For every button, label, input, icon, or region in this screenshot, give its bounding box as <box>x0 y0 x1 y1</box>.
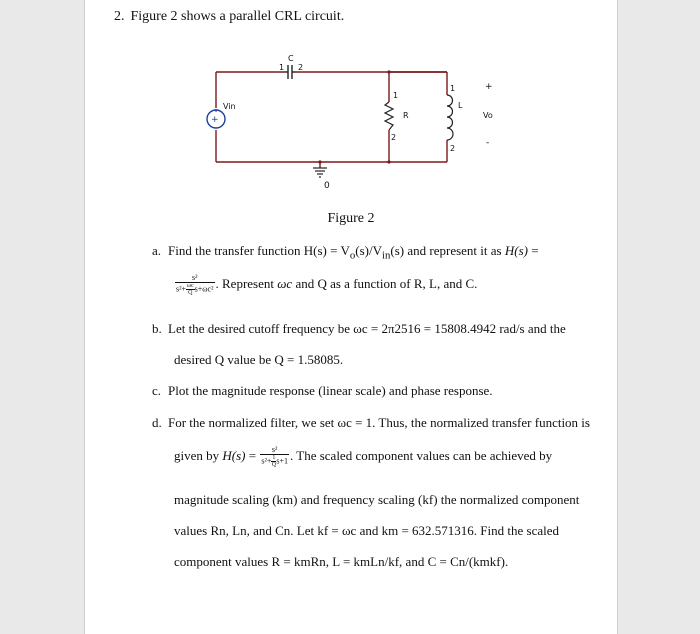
question-header <box>114 9 344 25</box>
label-c-pin2: 2 <box>298 63 304 72</box>
item-d-line5: component values R = kmRn, L = kmLn/kf, and C = Cn/(kmkf). <box>174 554 509 569</box>
voltage-source-symbol <box>207 109 225 128</box>
resistor-symbol <box>385 102 393 130</box>
label-vin: Vin <box>223 102 236 111</box>
label-r-pin1: 1 <box>393 91 399 100</box>
item-b-line2: desired Q value be Q = 1.58085. <box>174 352 344 367</box>
capacitor-symbol <box>283 65 296 79</box>
label-r-pin2: 2 <box>391 133 397 142</box>
circuit-diagram <box>85 40 617 200</box>
item-d-line2: given by H(s) = s² s²+ $\frac{1}{Q}s+1$ . The scaled component values can be achieved by <box>174 445 553 468</box>
inductor-symbol <box>447 95 453 140</box>
ground-symbol <box>313 168 327 177</box>
item-d: d. For the normalized filter, we set ωc = 1. Thus, the normalized transfer function is <box>152 415 590 430</box>
label-plus: + <box>485 82 493 92</box>
label-c-pin1: 1 <box>279 63 285 72</box>
label-minus: - <box>486 138 490 148</box>
item-a-line2: s² s²+ $\frac{\omega c}{Q}s+\omega c^2$ . Represent ωc and Q as a function of R, L, and C. <box>176 273 478 296</box>
problem-page <box>84 0 618 634</box>
label-vo: Vo <box>483 111 493 120</box>
question-intro: Figure 2 shows a parallel CRL circuit. <box>130 9 345 24</box>
figure-caption: Figure 2 <box>327 211 375 226</box>
transfer-fraction-d: s² s²+ $\frac{1}{Q}s+1$ <box>261 445 288 468</box>
question-number: 2. <box>114 9 125 24</box>
label-c: C <box>288 54 294 63</box>
item-c: c. Plot the magnitude response (linear scale) and phase response. <box>152 383 493 398</box>
label-l-pin1: 1 <box>450 84 456 93</box>
item-a: a. Find the transfer function $H(s) = V_o(s)/V_{in}(s)$ and represent it as H(s) = <box>152 243 539 262</box>
label-ground: 0 <box>324 181 330 191</box>
item-a-label: a. <box>152 243 162 258</box>
item-d-line4: values Rn, Ln, and Cn. Let kf = ωc and km = 632.571316. Find the scaled <box>174 523 559 538</box>
item-b: b. Let the desired cutoff frequency be ωc = 2π2516 = 15808.4942 rad/s and the <box>152 321 566 336</box>
label-r: R <box>403 111 409 120</box>
item-d-line3: magnitude scaling (km) and frequency scaling (kf) the normalized component <box>174 492 580 507</box>
svg-text:+: + <box>211 115 219 125</box>
label-l: L <box>458 101 463 110</box>
transfer-fraction-a: s² s²+ $\frac{\omega c}{Q}s+\omega c^2$ <box>176 273 214 296</box>
label-l-pin2: 2 <box>450 144 456 153</box>
